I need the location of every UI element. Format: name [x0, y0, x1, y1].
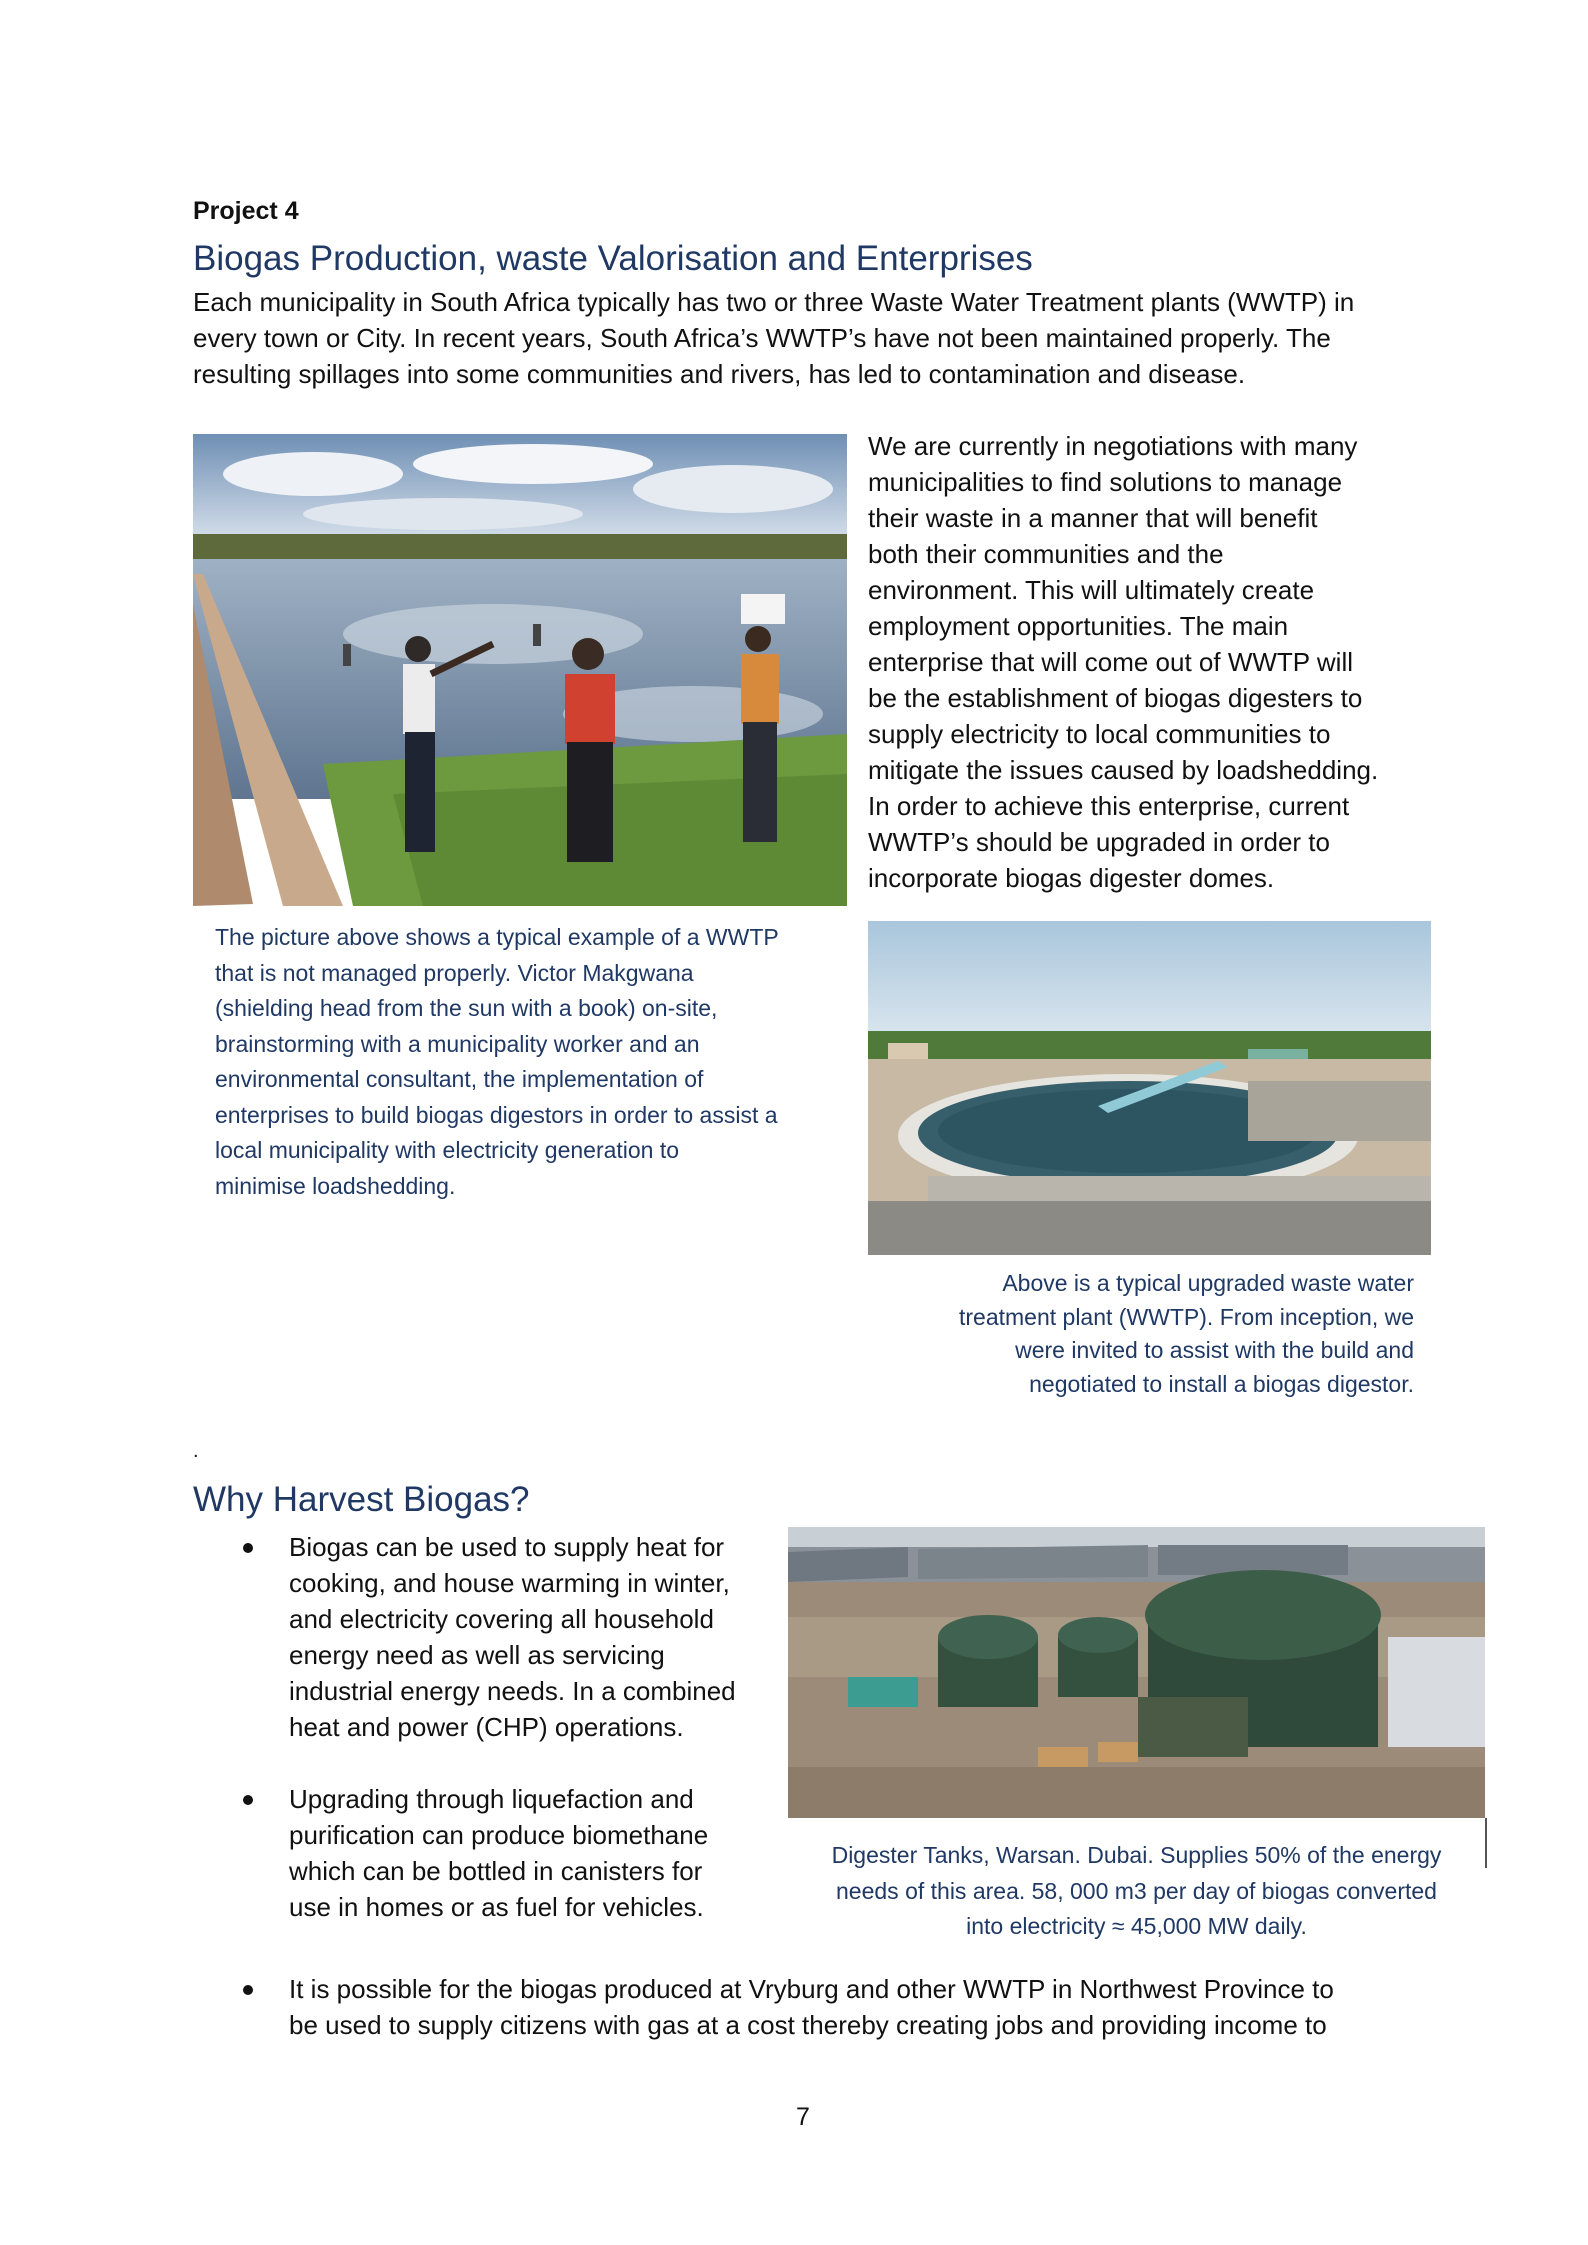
stray-mark: . — [193, 1440, 199, 1462]
paragraph-line: employment opportunities. The main — [868, 611, 1289, 641]
negotiations-paragraph — [868, 428, 1428, 896]
section-title: Biogas Production, waste Valorisation and Enterprises — [193, 239, 1033, 278]
wwtp-site-photo — [193, 434, 847, 906]
caption-line: minimise loadshedding. — [215, 1172, 456, 1199]
bullet-line: and electricity covering all household — [289, 1604, 714, 1634]
paragraph-line: WWTP’s should be upgraded in order to — [868, 827, 1330, 857]
bullet-line: Biogas can be used to supply heat for — [289, 1532, 725, 1562]
bullet-line: heat and power (CHP) operations. — [289, 1712, 684, 1742]
bullet-line: Upgrading through liquefaction and — [289, 1784, 694, 1814]
page-number: 7 — [796, 2103, 810, 2131]
caption-line: needs of this area. 58, 000 m3 per day of biogas converted — [836, 1877, 1437, 1904]
caption-line: Digester Tanks, Warsan. Dubai. Supplies 50% of the energy — [831, 1842, 1442, 1868]
digester-tanks-caption — [788, 1838, 1485, 1945]
bullet-line: It is possible for the biogas produced at Vryburg and other WWTP in Northwest Province to — [289, 1974, 1334, 2004]
bullet-line: which can be bottled in canisters for — [289, 1856, 703, 1886]
intro-paragraph — [193, 284, 1473, 392]
caption-line: treatment plant (WWTP). From inception, we — [958, 1303, 1414, 1330]
upgraded-wwtp-photo — [868, 921, 1431, 1255]
why-harvest-title: Why Harvest Biogas? — [193, 1480, 530, 1519]
intro-line: resulting spillages into some communities and rivers, has led to contamination and disease. — [193, 359, 1246, 389]
caption-line: that is not managed properly. Victor Makgwana — [215, 959, 694, 986]
bullet-item — [243, 1529, 783, 1749]
caption-line: enterprises to build biogas digestors in order to assist a — [215, 1101, 778, 1128]
bullet-dot-icon — [243, 1543, 253, 1553]
caption-line: negotiated to install a biogas digestor. — [1029, 1370, 1414, 1397]
intro-line: Each municipality in South Africa typically has two or three Waste Water Treatment plants (WWTP) in — [193, 287, 1355, 317]
upgraded-wwtp-caption — [868, 1267, 1414, 1401]
caption-line: Above is a typical upgraded waste water — [1002, 1270, 1414, 1296]
intro-line: every town or City. In recent years, South Africa’s WWTP’s have not been maintained properly. The — [193, 323, 1331, 353]
paragraph-line: their waste in a manner that will benefit — [868, 503, 1318, 533]
paragraph-line: incorporate biogas digester domes. — [868, 863, 1275, 893]
bullet-line: cooking, and house warming in winter, — [289, 1568, 730, 1598]
paragraph-line: We are currently in negotiations with many — [868, 431, 1358, 461]
bullet-line: industrial energy needs. In a combined — [289, 1676, 736, 1706]
caption-line: The picture above shows a typical example of a WWTP — [215, 924, 779, 950]
bullet-line: energy need as well as servicing — [289, 1640, 665, 1670]
paragraph-line: In order to achieve this enterprise, current — [868, 791, 1350, 821]
bullet-line: purification can produce biomethane — [289, 1820, 709, 1850]
bullet-item — [243, 1781, 783, 1931]
caption-line: environmental consultant, the implementation of — [215, 1066, 704, 1092]
paragraph-line: environment. This will ultimately create — [868, 575, 1315, 605]
caption-line: into electricity ≈ 45,000 MW daily. — [966, 1913, 1307, 1939]
bullet-dot-icon — [243, 1795, 253, 1805]
caption-line: (shielding head from the sun with a book) on-site, — [215, 995, 718, 1021]
paragraph-line: municipalities to find solutions to manage — [868, 467, 1343, 497]
digester-tanks-photo — [788, 1527, 1485, 1818]
bullet-dot-icon — [243, 1985, 253, 1995]
caption-border-line — [1485, 1818, 1487, 1868]
paragraph-line: enterprise that will come out of WWTP will — [868, 647, 1353, 677]
paragraph-line: mitigate the issues caused by loadshedding. — [868, 755, 1379, 785]
project-label: Project 4 — [193, 197, 299, 225]
bullet-item — [243, 1971, 1443, 2051]
paragraph-line: be the establishment of biogas digesters to — [868, 683, 1363, 713]
bullet-line: use in homes or as fuel for vehicles. — [289, 1892, 704, 1922]
wwtp-site-caption — [215, 920, 845, 1204]
caption-line: local municipality with electricity generation to — [215, 1137, 680, 1163]
caption-line: brainstorming with a municipality worker and an — [215, 1030, 700, 1057]
paragraph-line: both their communities and the — [868, 539, 1224, 569]
paragraph-line: supply electricity to local communities to — [868, 719, 1331, 749]
bullet-line: be used to supply citizens with gas at a cost thereby creating jobs and providing income to — [289, 2010, 1327, 2040]
caption-line: were invited to assist with the build and — [1015, 1337, 1414, 1363]
